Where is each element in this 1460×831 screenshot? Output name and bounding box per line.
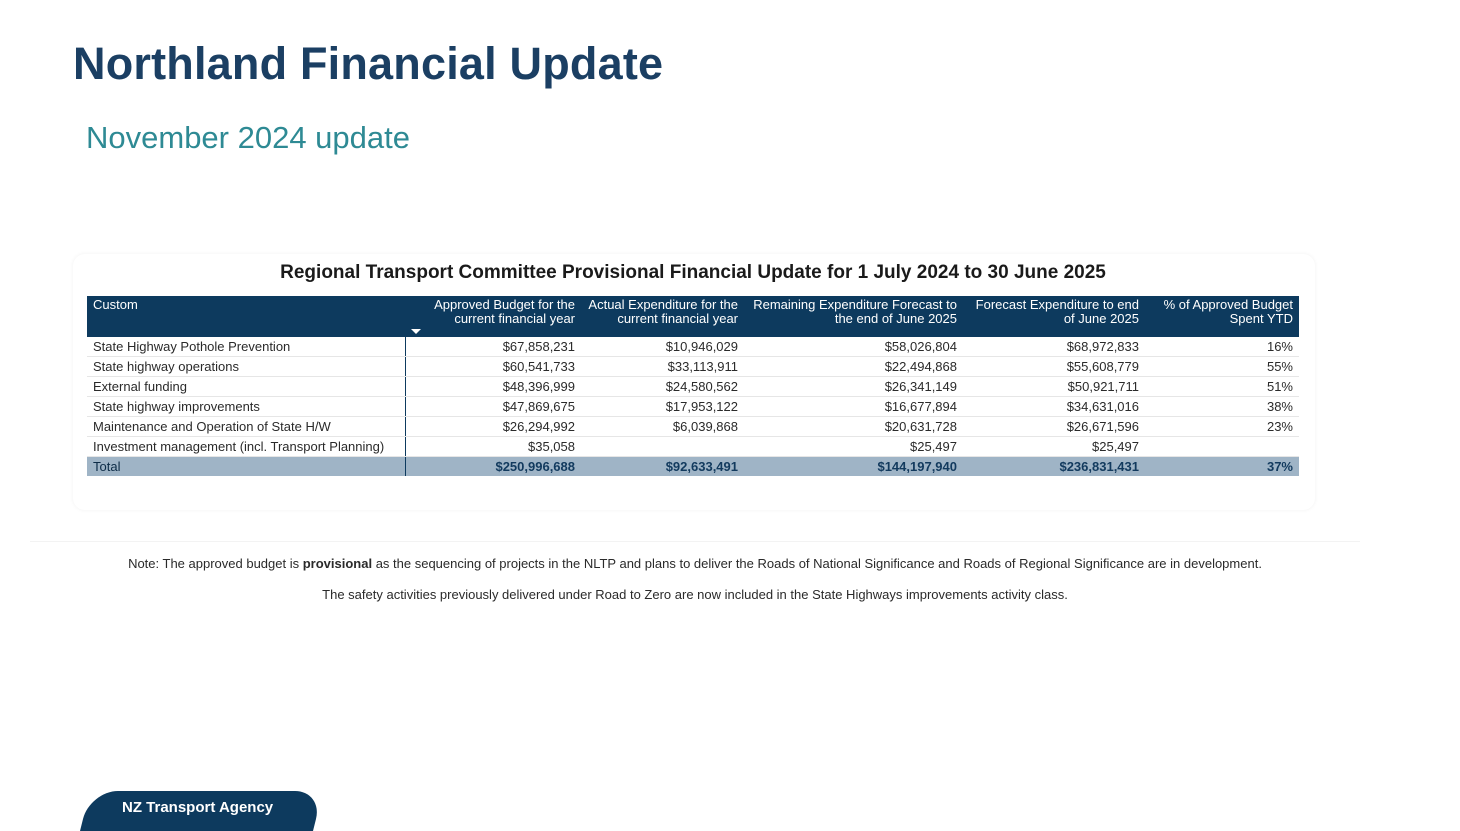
row-label: Investment management (incl. Transport Planning) (87, 437, 405, 457)
cell-forecast-expenditure: $68,972,833 (963, 337, 1145, 357)
cell-approved-budget: $48,396,999 (405, 377, 581, 397)
cell-forecast-expenditure: $50,921,711 (963, 377, 1145, 397)
cell-forecast-expenditure: $26,671,596 (963, 417, 1145, 437)
cell-forecast-expenditure: $25,497 (963, 437, 1145, 457)
total-label: Total (87, 457, 405, 477)
page-title: Northland Financial Update (73, 38, 664, 89)
row-label: State highway operations (87, 357, 405, 377)
cell-actual-expenditure: $10,946,029 (581, 337, 744, 357)
table-header-row (87, 296, 1299, 337)
cell-remaining-forecast: $22,494,868 (744, 357, 963, 377)
cell-approved-budget: $60,541,733 (405, 357, 581, 377)
cell-percent-spent: 16% (1145, 337, 1299, 357)
column-header-actual-expenditure[interactable]: Actual Expenditure for the current financial year (581, 296, 744, 337)
cell-approved-budget: $35,058 (405, 437, 581, 457)
cell-remaining-forecast: $20,631,728 (744, 417, 963, 437)
cell-forecast-expenditure: $34,631,016 (963, 397, 1145, 417)
cell-percent-spent: 23% (1145, 417, 1299, 437)
page-subtitle: November 2024 update (86, 120, 411, 155)
total-forecast-expenditure: $236,831,431 (963, 457, 1145, 477)
cell-actual-expenditure: $17,953,122 (581, 397, 744, 417)
table-total-row (87, 457, 1299, 477)
table-row (87, 417, 1299, 437)
note-emphasis: provisional (302, 556, 373, 571)
sort-descending-icon[interactable] (411, 329, 421, 334)
safety-note: The safety activities previously delivered under Road to Zero are now included in the State Highways improvements activity class. (322, 587, 1068, 602)
cell-approved-budget: $47,869,675 (405, 397, 581, 417)
cell-remaining-forecast: $16,677,894 (744, 397, 963, 417)
column-header-remaining-forecast[interactable]: Remaining Expenditure Forecast to the end of June 2025 (744, 296, 963, 337)
row-label: Maintenance and Operation of State H/W (87, 417, 405, 437)
cell-actual-expenditure: $33,113,911 (581, 357, 744, 377)
column-header-approved-budget[interactable] (405, 296, 581, 337)
table-row (87, 397, 1299, 417)
cell-percent-spent: 38% (1145, 397, 1299, 417)
column-header-forecast-expenditure[interactable]: Forecast Expenditure to end of June 2025 (963, 296, 1145, 337)
cell-remaining-forecast: $25,497 (744, 437, 963, 457)
total-percent-spent: 37% (1145, 457, 1299, 477)
cell-percent-spent (1145, 437, 1299, 457)
table-row (87, 337, 1299, 357)
note-text: Note: The approved budget is (128, 556, 303, 571)
cell-approved-budget: $67,858,231 (405, 337, 581, 357)
cell-remaining-forecast: $26,341,149 (744, 377, 963, 397)
row-label: State highway improvements (87, 397, 405, 417)
cell-approved-budget: $26,294,992 (405, 417, 581, 437)
table-row (87, 437, 1299, 457)
divider (30, 541, 1360, 542)
table-row (87, 377, 1299, 397)
row-label: External funding (87, 377, 405, 397)
budget-note (0, 556, 1390, 571)
cell-actual-expenditure: $6,039,868 (581, 417, 744, 437)
cell-actual-expenditure: $24,580,562 (581, 377, 744, 397)
row-label: State Highway Pothole Prevention (87, 337, 405, 357)
column-header-custom[interactable]: Custom (87, 296, 405, 337)
total-actual-expenditure: $92,633,491 (581, 457, 744, 477)
column-header-percent-spent[interactable]: % of Approved Budget Spent YTD (1145, 296, 1299, 337)
financial-table (87, 296, 1299, 476)
cell-percent-spent: 51% (1145, 377, 1299, 397)
cell-forecast-expenditure: $55,608,779 (963, 357, 1145, 377)
table-row (87, 357, 1299, 377)
cell-remaining-forecast: $58,026,804 (744, 337, 963, 357)
total-remaining-forecast: $144,197,940 (744, 457, 963, 477)
footer-agency-label: NZ Transport Agency (122, 799, 274, 816)
column-header-label: Approved Budget for the current financial year (434, 297, 575, 326)
cell-percent-spent: 55% (1145, 357, 1299, 377)
cell-actual-expenditure (581, 437, 744, 457)
note-text: as the sequencing of projects in the NLTP and plans to deliver the Roads of National Significance and Roads of Regional Significance are in development. (372, 556, 1262, 571)
total-approved-budget: $250,996,688 (405, 457, 581, 477)
table-title: Regional Transport Committee Provisional Financial Update for 1 July 2024 to 30 June 2025 (280, 262, 1106, 283)
